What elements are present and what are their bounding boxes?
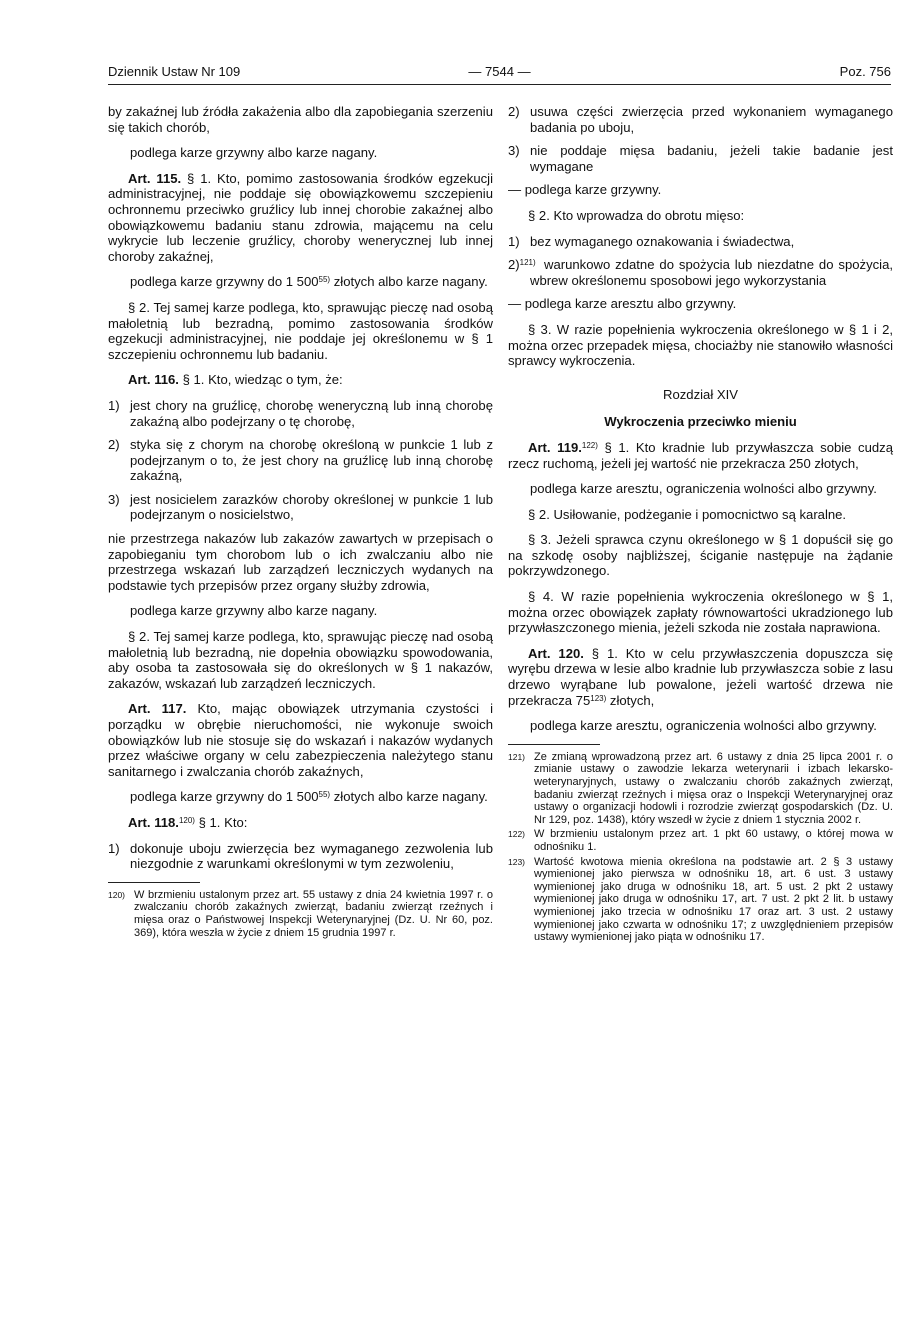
paragraph-section-2: § 2. Tej samej karze podlega, kto, sprawując pieczę nad osobą małoletnią lub bezradną, pomimo zastosowania środków egzekucji administracyjnej, nie poddaje jej określonemu w § 1 szczepieniu ochronnemu lub badaniu. (108, 299, 493, 362)
footnote-divider (108, 882, 200, 883)
paragraph-section-4: § 4. W razie popełnienia wykroczenia określonego w § 1, można orzec obowiązek zapłaty równowartości ukradzionego lub przywłaszczonego mienia, jeżeli szkoda nie została naprawiona. (508, 589, 893, 636)
article-120 (508, 646, 893, 708)
article-text: § 1. Kto w celu przywłaszczenia dopuszcza się wyrębu drzewa w lesie albo kradnie lub przywłaszcza sobie z lasu drzewo wyrąbane lub powalone, jeżeli wartość drzewa nie przekracza 75 (508, 645, 893, 708)
footnote-number: 123) (508, 856, 526, 867)
sanction: — podlega karze grzywny. (508, 182, 662, 198)
footnote-text: W brzmieniu ustalonym przez art. 1 pkt 60 ustawy, o której mowa w odnośniku 1. (534, 828, 893, 853)
item-number: 3) (108, 491, 120, 507)
footnote-text: Wartość kwotowa mienia określona na podstawie art. 2 § 3 ustawy wymienionej jako pierwsza w odnośniku 18, art. 6 ust. 3 ustawy wymienionej jako druga w odnośniku 18, art. 5 ust. 2 pkt 2 ustawy wymienionej jako druga w odnośniku 17, art. 7 ust. 2 pkt 2 lit. b ustawy wymienionej jako trzecia w odnośniku 17 oraz art. 3 ust. 2 ustawy wymienionej jako czwarta w odnośniku 17; z uwzględnieniem przepisów ustawy wymienionej jako piąta w odnośniku 17. (534, 855, 893, 944)
item-text: dokonuje uboju zwierzęcia bez wymaganego zezwolenia lub niezgodnie z warunkami określonymi w tym zezwoleniu, (130, 840, 493, 872)
paragraph-section-2: § 2. Tej samej karze podlega, kto, sprawując pieczę nad osobą małoletnią lub bezradną, nie dopełnia obowiązku spowodowania, aby osoba ta zastosowała się do określonych w § 1 nakazów, zakazów, wskazań lub zarządzeń leczniczych. (108, 629, 493, 691)
article-text: Kto, mając obowiązek utrzymania czystości i porządku w obrębie nieruchomości, nie wykonuje swoich obowiązków lub nie stosuje się do wskazań i nakazów wydanych przez właściwe organy w celu zabezpieczenia należytego stanu sanitarnego i zwalczania chorób zakaźnych, (108, 701, 493, 779)
article-118 (108, 815, 493, 831)
item-number: 1) (108, 840, 120, 856)
sanction-text: złotych albo karze nagany. (330, 274, 488, 290)
footnote-divider (508, 744, 600, 745)
footnote-text: Ze zmianą wprowadzoną przez art. 6 ustawy z dnia 25 lipca 2001 r. o zmianie ustawy o zawodzie lekarza weterynarii i izbach lekarsko-weterynaryjnych, ustawy o zwalczaniu chorób zakaźnych zwierząt, badaniu zwierząt rzeźnych i mięsa oraz o Inspekcji Weterynaryjnej oraz ustawy o organizacji hodowli i rozrodzie zwierząt gospodarskich (Dz. U. Nr 129, poz. 1438), który wszedł w życie z dniem 1 stycznia 2002 r. (534, 750, 893, 826)
position-number: Poz. 756 (839, 64, 891, 79)
footnote-ref[interactable]: 55) (318, 275, 331, 285)
article-text: § 1. Kto kradnie lub przywłaszcza sobie cudzą rzecz ruchomą, jeżeli jej wartość nie przekracza 250 złotych, (508, 439, 893, 471)
item-number: 1) (108, 397, 120, 413)
paragraph: nie przestrzega nakazów lub zakazów zawartych w przepisach o zapobieganiu tym chorobom lub o ich zwalczaniu albo nie przestrzega wskazań lub zarządzeń leczniczych wydanych na podstawie tych przepisów przez organy służby zdrowia, (108, 531, 493, 593)
item-number: 1) (508, 233, 520, 249)
item-text: jest nosicielem zarazków choroby określonej w punkcie 1 lub podejrzanym o nosicielstwo, (130, 491, 493, 523)
sanction-text: podlega karze grzywny do 1 500 (130, 274, 319, 290)
item-number: 2) (108, 437, 120, 453)
paragraph-section-2: § 2. Kto wprowadza do obrotu mięso: (528, 207, 745, 223)
footnote-text: W brzmieniu ustalonym przez art. 55 ustawy z dnia 24 kwietnia 1997 r. o zwalczaniu chorób zakaźnych zwierząt, badaniu zwierząt rzeźnych i mięsa oraz o Państwowej Inspekcji Weterynaryjnej (Dz. U. Nr 60, poz. 369), która weszła w życie z dniem 15 grudnia 1997 r. (134, 888, 493, 939)
paragraph: by zakaźnej lub źródła zakażenia albo dla zapobiegania szerzeniu się takich chorób, (108, 104, 493, 135)
chapter-number: Rozdział XIV (663, 386, 738, 402)
item-text: usuwa części zwierzęcia przed wykonaniem wymaganego badania po uboju, (530, 104, 893, 135)
article-text: złotych, (606, 692, 655, 708)
list-item (108, 492, 493, 523)
article-label: Art. 118. (128, 814, 179, 830)
footnote (508, 828, 893, 853)
footnote (508, 856, 893, 944)
sanction (108, 789, 493, 805)
footnote-number: 122) (508, 829, 526, 840)
list-item (508, 234, 893, 250)
list-item (108, 398, 493, 429)
sanction-text: podlega karze grzywny do 1 500 (130, 789, 319, 805)
article-label: Art. 117. (128, 701, 187, 717)
paragraph-section-3: § 3. W razie popełnienia wykroczenia określonego w § 1 i 2, można orzec przepadek mięsa, chociażby nie stanowiło własności sprawcy wykroczenia. (508, 321, 893, 369)
item-text: nie poddaje mięsa badaniu, jeżeli takie badanie jest wymagane (530, 143, 893, 174)
item-text: jest chory na gruźlicę, chorobę weneryczną lub inną chorobę zakaźną albo podejrzany o tę chorobę, (130, 397, 493, 429)
list-item (108, 841, 493, 872)
list-item (508, 257, 893, 288)
article-116 (108, 372, 493, 388)
right-column (508, 104, 893, 946)
left-column (108, 104, 493, 941)
article-115 (108, 171, 493, 265)
item-number: 2) (508, 104, 520, 119)
page-header (108, 64, 891, 84)
sanction: — podlega karze aresztu albo grzywny. (508, 296, 737, 312)
sanction: podlega karze grzywny albo karze nagany. (130, 603, 378, 619)
chapter-title: Wykroczenia przeciwko mieniu (604, 414, 797, 430)
paragraph-section-2: § 2. Usiłowanie, podżeganie i pomocnictwo są karalne. (528, 506, 847, 522)
article-text: § 1. Kto: (194, 814, 248, 830)
list-item (108, 437, 493, 484)
article-119 (508, 440, 893, 471)
item-text: styka się z chorym na chorobę określoną w punkcie 1 lub z podejrzanym o to, że jest chory na gruźlicę lub inną chorobę zakaźną, (130, 437, 493, 484)
header-divider (108, 84, 891, 85)
article-label: Art. 115. (128, 170, 182, 186)
paragraph-section-3: § 3. Jeżeli sprawca czynu określonego w § 1 dopuścił się go na szkodę osoby najbliższej, ściganie następuje na żądanie pokrzywdzonego. (508, 532, 893, 579)
footnote-number: 121) (508, 751, 526, 762)
article-label: Art. 120. (528, 645, 584, 661)
footnote-ref[interactable]: 120) (178, 815, 195, 825)
footnote (508, 751, 893, 827)
footnote-ref[interactable]: 121) (519, 258, 536, 268)
footnote (108, 889, 493, 939)
footnote-number: 120) (108, 889, 126, 900)
journal-title: Dziennik Ustaw Nr 109 (108, 64, 241, 79)
page-number: — 7544 — (468, 64, 531, 79)
footnote-ref[interactable]: 122) (581, 440, 598, 450)
list-item (508, 143, 893, 174)
item-text: bez wymaganego oznakowania i świadectwa, (530, 233, 795, 249)
list-item (508, 104, 893, 135)
sanction (108, 274, 493, 290)
item-text: warunkowo zdatne do spożycia lub niezdatne do spożycia, wbrew określonemu sposobowi jego wykorzystania (530, 257, 893, 288)
item-number (508, 257, 536, 273)
article-label: Art. 116. (128, 372, 179, 388)
item-number-text: 2) (508, 257, 520, 273)
sanction: podlega karze aresztu, ograniczenia wolności albo grzywny. (530, 481, 877, 497)
sanction-text: złotych albo karze nagany. (330, 789, 488, 805)
footnote-ref[interactable]: 55) (318, 790, 331, 800)
sanction: podlega karze aresztu, ograniczenia wolności albo grzywny. (530, 718, 877, 734)
article-text: § 1. Kto, pomimo zastosowania środków egzekucji administracyjnej, nie poddaje się obowiązkowemu szczepieniu ochronnemu przeciwko gruźlicy lub innej chorobie zakaźnej albo obowiązkowemu badaniu stanu zdrowia, mającemu na celu wykrycie lub leczenie gruźlicy, choroby wenerycznej lub innej choroby zakaźnej, (108, 170, 493, 264)
article-117 (108, 701, 493, 779)
article-label: Art. 119. (528, 439, 582, 455)
sanction: podlega karze grzywny albo karze nagany. (130, 145, 378, 161)
item-number: 3) (508, 143, 520, 159)
footnote-ref[interactable]: 123) (590, 693, 607, 703)
article-text: § 1. Kto, wiedząc o tym, że: (178, 372, 343, 388)
